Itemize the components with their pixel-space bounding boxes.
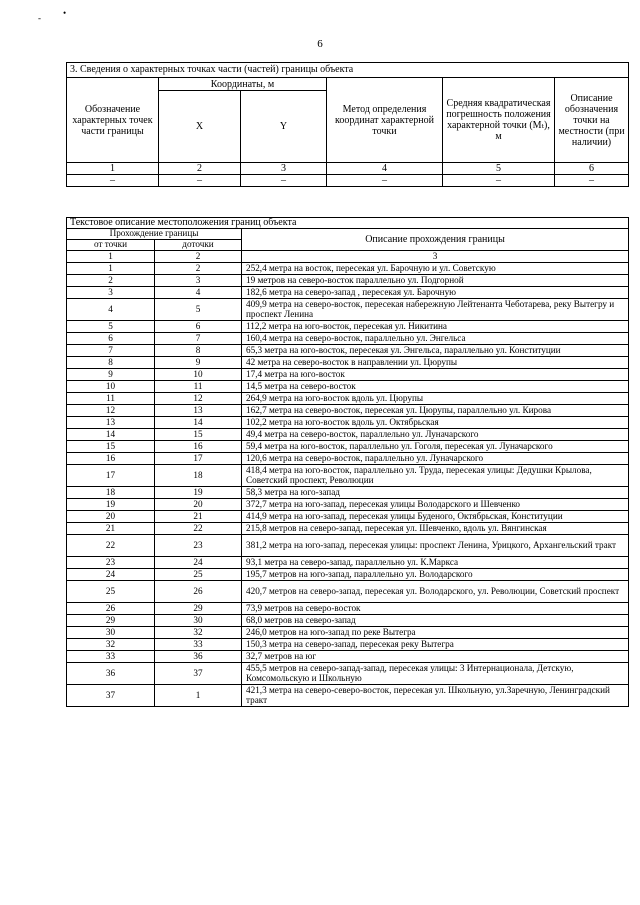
- table-row: [67, 499, 629, 511]
- from-point-cell: 16: [67, 453, 155, 465]
- dash-mark: -: [38, 13, 41, 23]
- from-point-cell: 29: [67, 615, 155, 627]
- to-point-cell: 2: [155, 263, 242, 275]
- from-point-cell: 33: [67, 651, 155, 663]
- from-point-cell: 13: [67, 417, 155, 429]
- column-number: 1: [67, 163, 159, 175]
- description-cell: 409,9 метра на северо-восток, пересекая набережную Лейтенанта Чеботарева, реку Вытегру и проспект Ленина: [242, 299, 629, 321]
- to-point-cell: 33: [155, 639, 242, 651]
- coordinates-header: Координаты, м: [159, 78, 327, 91]
- error-header: Средняя квадратическая погрешность положения характерной точки (Mₜ), м: [443, 78, 555, 163]
- from-point-cell: 5: [67, 321, 155, 333]
- to-point-cell: 26: [155, 581, 242, 603]
- description-cell: 42 метра на северо-восток в направлении ул. Цюрупы: [242, 357, 629, 369]
- table-row: [67, 651, 629, 663]
- characteristic-points-table: [66, 62, 629, 187]
- description-header: Описание обозначения точки на местности (при наличии): [555, 78, 629, 163]
- to-point-cell: 22: [155, 523, 242, 535]
- table-row: [67, 639, 629, 651]
- from-point-cell: 9: [67, 369, 155, 381]
- table-row: [67, 429, 629, 441]
- column-number: 6: [555, 163, 629, 175]
- description-cell: 32,7 метров на юг: [242, 651, 629, 663]
- table-row: [67, 663, 629, 685]
- from-point-cell: 24: [67, 569, 155, 581]
- dash-cell: –: [555, 175, 629, 187]
- to-point-header: доточки: [155, 240, 242, 251]
- description-cell: 73,9 метров на северо-восток: [242, 603, 629, 615]
- description-cell: 19 метров на северо-восток параллельно ул. Подгорной: [242, 275, 629, 287]
- boundary-rows: [67, 263, 629, 707]
- column-number: 4: [327, 163, 443, 175]
- description-cell: 372,7 метра на юго-запад, пересекая улицы Володарского и Шевченко: [242, 499, 629, 511]
- description-cell: 421,3 метра на северо-северо-восток, пересекая ул. Школьную, ул.Заречную, Ленинградский тракт: [242, 685, 629, 707]
- table-row: [67, 685, 629, 707]
- table-row: [67, 299, 629, 321]
- description-cell: 420,7 метров на северо-запад, пересекая ул. Володарского, ул. Революции, Советский проспект: [242, 581, 629, 603]
- from-point-cell: 1: [67, 263, 155, 275]
- from-point-cell: 11: [67, 393, 155, 405]
- description-cell: 182,6 метра на северо-запад , пересекая ул. Барочную: [242, 287, 629, 299]
- from-point-cell: 23: [67, 557, 155, 569]
- table-row: [67, 603, 629, 615]
- dash-cell: –: [67, 175, 159, 187]
- to-point-cell: 3: [155, 275, 242, 287]
- table-row: [67, 357, 629, 369]
- from-point-cell: 12: [67, 405, 155, 417]
- from-point-cell: 30: [67, 627, 155, 639]
- boundary-title: Текстовое описание местоположения границ объекта: [67, 218, 629, 229]
- table-row: [67, 627, 629, 639]
- table-row: [67, 441, 629, 453]
- from-point-cell: 22: [67, 535, 155, 557]
- dash-cell: –: [327, 175, 443, 187]
- table-row: [67, 369, 629, 381]
- description-cell: 252,4 метра на восток, пересекая ул. Барочную и ул. Советскую: [242, 263, 629, 275]
- from-point-cell: 15: [67, 441, 155, 453]
- to-point-cell: 37: [155, 663, 242, 685]
- dash-cell: –: [443, 175, 555, 187]
- to-point-cell: 11: [155, 381, 242, 393]
- description-cell: 59,4 метра на юго-восток, параллельно ул. Гоголя, пересекая ул. Луначарского: [242, 441, 629, 453]
- description-cell: 381,2 метра на юго-запад, пересекая улицы: проспект Ленина, Урицкого, Архангельский тракт: [242, 535, 629, 557]
- table-row: [67, 393, 629, 405]
- to-point-cell: 20: [155, 499, 242, 511]
- description-cell: 58,3 метра на юго-запад: [242, 487, 629, 499]
- table-row: [67, 321, 629, 333]
- table-row: [67, 287, 629, 299]
- to-point-cell: 8: [155, 345, 242, 357]
- to-point-cell: 14: [155, 417, 242, 429]
- table-row: [67, 263, 629, 275]
- table-row: [67, 523, 629, 535]
- to-point-cell: 5: [155, 299, 242, 321]
- to-point-cell: 13: [155, 405, 242, 417]
- description-cell: 102,2 метра на юго-восток вдоль ул. Октябрьская: [242, 417, 629, 429]
- from-point-cell: 6: [67, 333, 155, 345]
- description-cell: 17,4 метра на юго-восток: [242, 369, 629, 381]
- to-point-cell: 1: [155, 685, 242, 707]
- from-point-cell: 3: [67, 287, 155, 299]
- to-point-cell: 21: [155, 511, 242, 523]
- to-point-cell: 15: [155, 429, 242, 441]
- description-cell: 246,0 метров на юго-запад по реке Вытегра: [242, 627, 629, 639]
- description-cell: 195,7 метров на юго-запад, параллельно ул. Володарского: [242, 569, 629, 581]
- from-point-cell: 21: [67, 523, 155, 535]
- from-point-cell: 36: [67, 663, 155, 685]
- from-point-cell: 4: [67, 299, 155, 321]
- column-number: 5: [443, 163, 555, 175]
- from-point-cell: 19: [67, 499, 155, 511]
- table-row: [67, 405, 629, 417]
- description-cell: 160,4 метра на северо-восток, параллельно ул. Энгельса: [242, 333, 629, 345]
- to-point-cell: 9: [155, 357, 242, 369]
- from-point-cell: 10: [67, 381, 155, 393]
- description-cell: 14,5 метра на северо-восток: [242, 381, 629, 393]
- column-number: 3: [241, 163, 327, 175]
- description-cell: 264,9 метра на юго-восток вдоль ул. Цюрупы: [242, 393, 629, 405]
- to-point-cell: 17: [155, 453, 242, 465]
- to-point-cell: 12: [155, 393, 242, 405]
- to-point-cell: 6: [155, 321, 242, 333]
- from-point-cell: 7: [67, 345, 155, 357]
- section3-title: 3. Сведения о характерных точках части (частей) границы объекта: [67, 63, 629, 78]
- description-cell: 414,9 метра на юго-запад, пересекая улицы Буденого, Октябрьская, Конституции: [242, 511, 629, 523]
- description-cell: 49,4 метра на северо-восток, параллельно ул. Луначарского: [242, 429, 629, 441]
- table-row: [67, 453, 629, 465]
- passage-header: Прохождение границы: [67, 229, 242, 240]
- description-cell: 93,1 метра на северо-запад, параллельно ул. К.Маркса: [242, 557, 629, 569]
- from-point-cell: 26: [67, 603, 155, 615]
- table-row: [67, 581, 629, 603]
- table-row: [67, 465, 629, 487]
- description-cell: 162,7 метра на северо-восток, пересекая ул. Цюрупы, параллельно ул. Кирова: [242, 405, 629, 417]
- description-cell: 418,4 метра на юго-восток, параллельно ул. Труда, пересекая улицы: Дедушки Крылова, Советский проспект, Революции: [242, 465, 629, 487]
- table-row: [67, 569, 629, 581]
- table-row: [67, 557, 629, 569]
- table-row: [67, 333, 629, 345]
- table-row: [67, 275, 629, 287]
- from-point-cell: 14: [67, 429, 155, 441]
- to-point-cell: 16: [155, 441, 242, 453]
- column-number: 2: [155, 251, 242, 263]
- to-point-cell: 4: [155, 287, 242, 299]
- from-point-cell: 2: [67, 275, 155, 287]
- table-row: [67, 535, 629, 557]
- from-point-cell: 37: [67, 685, 155, 707]
- table-row: [67, 615, 629, 627]
- description-cell: 68,0 метров на северо-запад: [242, 615, 629, 627]
- description-cell: 150,3 метра на северо-запад, пересекая реку Вытегра: [242, 639, 629, 651]
- dot-mark: •: [63, 8, 67, 18]
- y-header: Y: [241, 91, 327, 163]
- page-number: 6: [317, 38, 323, 50]
- table-row: [67, 417, 629, 429]
- dash-cell: –: [241, 175, 327, 187]
- from-point-cell: 17: [67, 465, 155, 487]
- to-point-cell: 32: [155, 627, 242, 639]
- table-row: [67, 381, 629, 393]
- column-number: 2: [159, 163, 241, 175]
- to-point-cell: 25: [155, 569, 242, 581]
- description-cell: 65,3 метра на юго-восток, пересекая ул. Энгельса, параллельно ул. Конституции: [242, 345, 629, 357]
- x-header: X: [159, 91, 241, 163]
- method-header: Метод определения координат характерной точки: [327, 78, 443, 163]
- boundary-description-table: [66, 217, 629, 707]
- to-point-cell: 19: [155, 487, 242, 499]
- to-point-cell: 18: [155, 465, 242, 487]
- to-point-cell: 29: [155, 603, 242, 615]
- description-cell: 120,6 метра на северо-восток, параллельно ул. Луначарского: [242, 453, 629, 465]
- table-row: [67, 511, 629, 523]
- to-point-cell: 24: [155, 557, 242, 569]
- from-point-cell: 25: [67, 581, 155, 603]
- from-point-cell: 20: [67, 511, 155, 523]
- from-point-cell: 18: [67, 487, 155, 499]
- description-cell: 112,2 метра на юго-восток, пересекая ул. Никитина: [242, 321, 629, 333]
- to-point-cell: 30: [155, 615, 242, 627]
- dash-cell: –: [159, 175, 241, 187]
- from-point-cell: 8: [67, 357, 155, 369]
- column-number: 1: [67, 251, 155, 263]
- to-point-cell: 10: [155, 369, 242, 381]
- from-point-header: от точки: [67, 240, 155, 251]
- column-number: 3: [242, 251, 629, 263]
- table-row: [67, 487, 629, 499]
- from-point-cell: 32: [67, 639, 155, 651]
- to-point-cell: 23: [155, 535, 242, 557]
- passage-description-header: Описание прохождения границы: [242, 229, 629, 251]
- to-point-cell: 7: [155, 333, 242, 345]
- table-row: [67, 345, 629, 357]
- point-designation-header: Обозначение характерных точек части границы: [67, 78, 159, 163]
- description-cell: 455,5 метров на северо-запад-запад, пересекая улицы: 3 Интернационала, Детскую, Комсомольскую и Школьную: [242, 663, 629, 685]
- to-point-cell: 36: [155, 651, 242, 663]
- description-cell: 215,8 метров на северо-запад, пересекая ул. Шевченко, вдоль ул. Вянгинская: [242, 523, 629, 535]
